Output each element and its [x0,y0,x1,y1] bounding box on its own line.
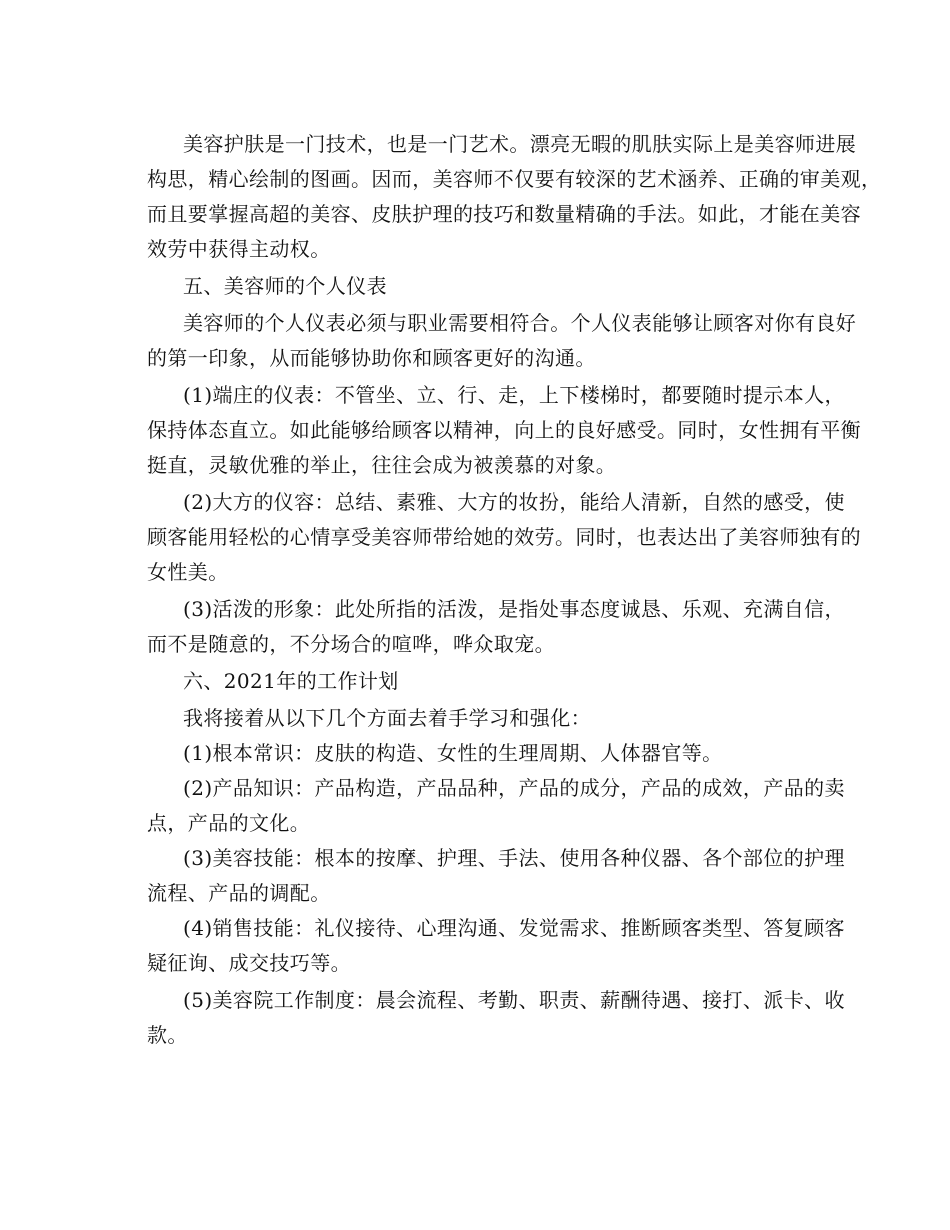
list-item-line: (2)大方的仪容：总结、素雅、大方的妆扮，能给人清新，自然的感受，使 [183,490,845,514]
list-item-line: (5)美容院工作制度：晨会流程、考勤、职责、薪酬待遇、接打、派卡、收 [183,988,845,1012]
list-item-line: 流程、产品的调配。 [147,881,331,905]
list-item-line: 而不是随意的，不分场合的喧哗，哗众取宠。 [147,632,555,656]
list-item-line: (4)销售技能：礼仪接待、心理沟通、发觉需求、推断顾客类型、答复顾客 [183,916,845,940]
paragraph-line: 美容师的个人仪表必须与职业需要相符合。个人仪表能够让顾客对你有良好 [183,311,857,335]
list-item-line: 保持体态直立。如此能够给顾客以精神，向上的良好感受。同时，女性拥有平衡 [147,418,861,442]
list-item-line: 挺直，灵敏优雅的举止，往往会成为被羡慕的对象。 [147,453,617,477]
list-item-line: (2)产品知识：产品构造，产品品种，产品的成分，产品的成效，产品的卖 [183,776,845,800]
list-item-line: 点，产品的文化。 [147,811,311,835]
list-item-line: 疑征询、成交技巧等。 [147,951,351,975]
paragraph-line: 我将接着从以下几个方面去着手学习和强化： [183,706,591,730]
list-item-line: (1)端庄的仪表：不管坐、立、行、走，上下楼梯时，都要随时提示本人， [183,383,845,407]
paragraph-line: 而且要掌握高超的美容、皮肤护理的技巧和数量精确的手法。如此，才能在美容 [147,202,861,226]
paragraph-line: 效劳中获得主动权。 [147,237,331,261]
paragraph-line: 构思，精心绘制的图画。因而，美容师不仅要有较深的艺术涵养、正确的审美观， [147,167,882,191]
list-item-line: 款。 [147,1023,188,1047]
paragraph-line: 美容护肤是一门技术，也是一门艺术。漂亮无暇的肌肤实际上是美容师进展 [183,132,857,156]
paragraph-line: 的第一印象，从而能够协助你和顾客更好的沟通。 [147,346,596,370]
section-heading: 五、美容师的个人仪表 [183,274,387,298]
list-item-line: (3)美容技能：根本的按摩、护理、手法、使用各种仪器、各个部位的护理 [183,846,845,870]
list-item-line: 女性美。 [147,560,229,584]
list-item-line: (1)根本常识：皮肤的构造、女性的生理周期、人体器官等。 [183,741,723,765]
section-heading: 六、2021年的工作计划 [183,669,399,693]
list-item-line: 顾客能用轻松的心情享受美容师带给她的效劳。同时，也表达出了美容师独有的 [147,525,861,549]
list-item-line: (3)活泼的形象：此处所指的活泼，是指处事态度诚恳、乐观、充满自信， [183,597,845,621]
